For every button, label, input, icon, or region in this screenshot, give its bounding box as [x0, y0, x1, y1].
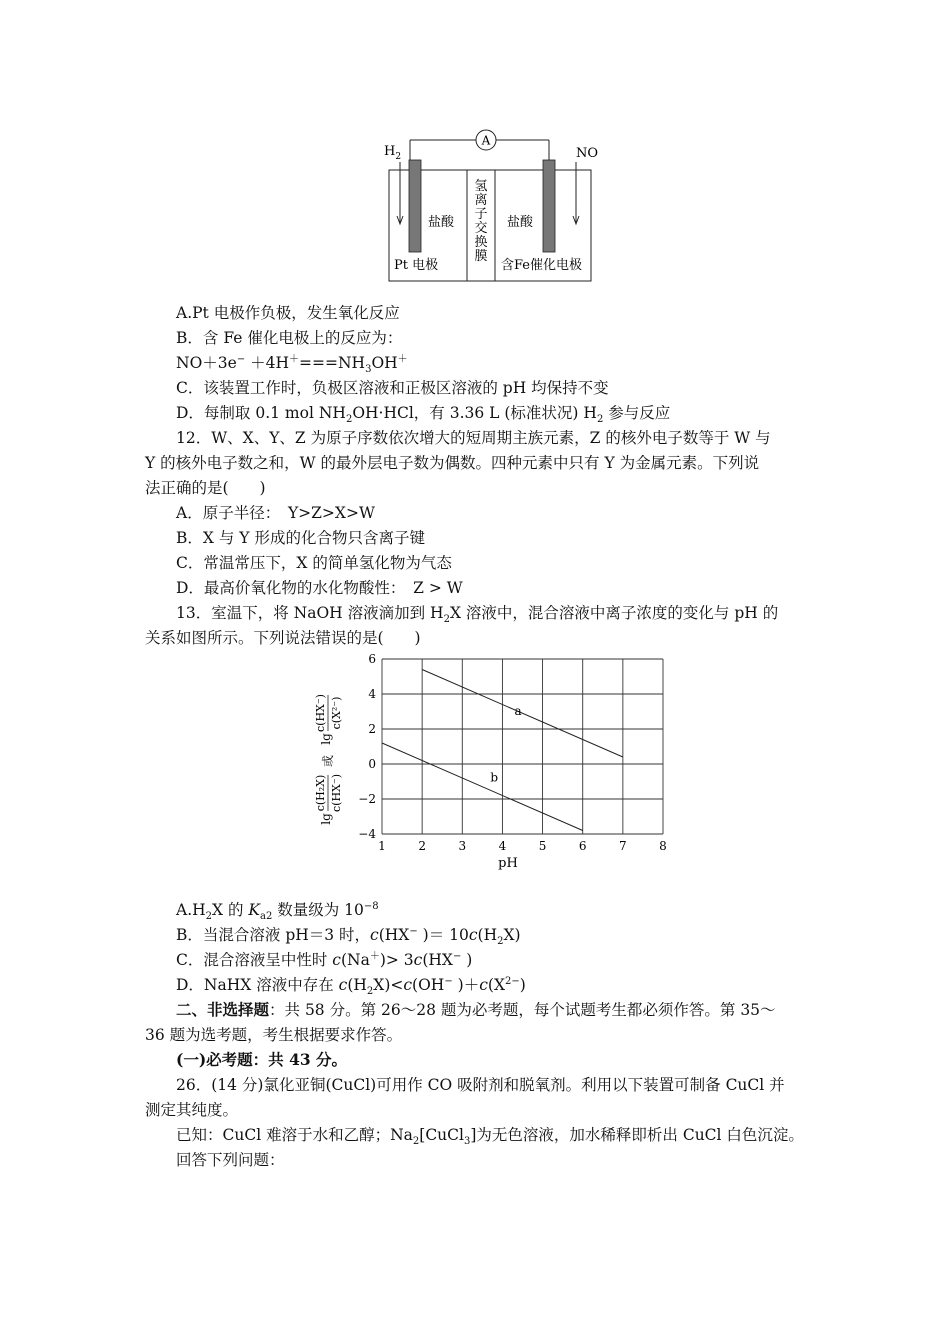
x-tick-label: 3 — [458, 839, 467, 853]
cell-diagram — [370, 120, 610, 285]
y-tick-label: 6 — [368, 652, 376, 666]
x-tick-label: 7 — [619, 839, 627, 853]
q12-option-b: B．X 与 Y 形成的化合物只含离子键 — [176, 529, 425, 547]
chart-grid — [382, 659, 663, 834]
ph-chart — [300, 648, 680, 876]
y-tick-label: −4 — [358, 827, 376, 841]
membrane-char: 换 — [474, 235, 488, 250]
x-tick-label: 4 — [498, 839, 507, 853]
series-line-b — [382, 743, 583, 831]
q13-option-a: $A.H_2X$ 的 $K_{a2}$ 数量级为 $10^{-8}$ — [176, 900, 379, 923]
x-axis-label: pH — [498, 856, 518, 871]
section2-subtitle: (一)必考题：共 43 分。 — [176, 1050, 348, 1069]
q12-stem-line-3: 法正确的是( ) — [145, 479, 266, 497]
x-tick-label: 8 — [659, 839, 667, 853]
membrane-char: 交 — [474, 221, 488, 236]
left-electrode-label: Pt 电极 — [394, 258, 439, 273]
x-tick-label: 6 — [578, 839, 587, 853]
q13-stem-line-2: 关系如图所示。下列说法错误的是( ) — [145, 629, 421, 647]
q12-stem-line-1: 12．W、X、Y、Z 为原子序数依次增大的短周期主族元素，Z 的核外电子数等于 W 与 — [176, 429, 771, 447]
y-label-num-1: c(H₂X) — [314, 774, 327, 812]
x-tick-label: 2 — [418, 839, 426, 853]
q12-option-c: C．常温常压下，X 的简单氢化物为气态 — [176, 554, 452, 572]
q12-option-d: D．最高价氧化物的水化物酸性： Z > W — [176, 579, 463, 597]
y-tick-label: 0 — [368, 757, 376, 771]
q13-option-c: C．混合溶液呈中性时 c(Na＋)> 3c(HX− ) — [176, 950, 473, 969]
q26-stem-line-1: 26．(14 分)氯化亚铜(CuCl)可用作 CO 吸附剂和脱氧剂。利用以下装置可制备 CuCl 并 — [176, 1076, 785, 1094]
q13-stem-line-1: 13．室温下，将 NaOH 溶液滴加到 $H_2X$ 溶液中，混合溶液中离子浓度的变化与 pH 的 — [176, 604, 779, 626]
x-tick-label: 1 — [378, 839, 386, 853]
membrane-char: 离 — [474, 193, 488, 208]
y-label-den-2: c(X²⁻) — [330, 696, 343, 730]
q26-answer-prompt: 回答下列问题： — [176, 1151, 285, 1169]
y-axis-label — [314, 694, 343, 825]
q13-option-d: D．NaHX 溶液中存在 $c(H_2X)<c(OH^-$ )$+c(X^{2-})$ — [176, 975, 526, 998]
q12-option-a: A．原子半径： Y>Z>X>W — [176, 504, 375, 522]
y-label-or: 或 — [321, 754, 335, 768]
y-label-lg-1: lg — [319, 813, 333, 825]
q11-option-c: C．该装置工作时，负极区溶液和正极区溶液的 pH 均保持不变 — [176, 379, 609, 397]
q11-option-a: A.Pt 电极作负极，发生氧化反应 — [176, 304, 400, 322]
q13-option-b: B．当混合溶液 pH＝3 时，c(HX− )＝ $10c(H_2X)$ — [176, 925, 521, 948]
membrane-char: 氢 — [474, 179, 488, 194]
q11-option-d: D．每制取 0.1 mol $NH_2OH\cdot HCl$，有 3.36 L (标准状况) $H_2$ 参与反应 — [176, 404, 671, 426]
q12-stem-line-2: Y 的核外电子数之和，W 的最外层电子数为偶数。四种元素中只有 Y 为金属元素。下列说 — [145, 454, 760, 472]
section2-title-line-2: 36 题为选考题，考生根据要求作答。 — [145, 1026, 403, 1044]
y-label-num-2: c(HX⁻) — [314, 694, 327, 732]
y-tick-label: 4 — [368, 687, 376, 701]
y-label-lg-2: lg — [319, 733, 333, 745]
q11-option-b: B．含 Fe 催化电极上的反应为： — [176, 329, 403, 347]
q26-known: 已知：CuCl 难溶于水和乙醇；$Na_2[CuCl_3]$为无色溶液，加水稀释即析出 CuCl 白色沉淀。 — [176, 1126, 804, 1148]
series-label-a: a — [514, 704, 522, 718]
y-tick-label: −2 — [358, 792, 376, 806]
q11-option-b-equation: $NO+3e^- +4H^+===NH_3OH^+$ — [176, 353, 408, 376]
right-electrode-label: 含Fe催化电极 — [501, 258, 583, 273]
no-label: NO — [576, 146, 599, 161]
y-label-den-1: c(HX⁻) — [330, 774, 343, 812]
x-tick-label: 5 — [538, 839, 547, 853]
fe-electrode — [543, 160, 555, 252]
right-solution-label: 盐酸 — [507, 215, 534, 230]
series-label-b: b — [490, 770, 499, 785]
h2-label: $H_2$ — [384, 144, 402, 162]
series-line-a — [422, 670, 623, 758]
y-tick-label: 2 — [368, 722, 376, 736]
pt-electrode — [409, 160, 421, 252]
ammeter-label: A — [481, 133, 491, 148]
q26-stem-line-2: 测定其纯度。 — [145, 1101, 239, 1119]
left-solution-label: 盐酸 — [428, 215, 455, 230]
section2-title: 二、非选择题：共 58 分。第 26～28 题为必考题，每个试题考生都必须作答。第 35～ — [176, 1000, 776, 1019]
membrane-char: 子 — [474, 207, 488, 222]
membrane-char: 膜 — [474, 249, 488, 264]
